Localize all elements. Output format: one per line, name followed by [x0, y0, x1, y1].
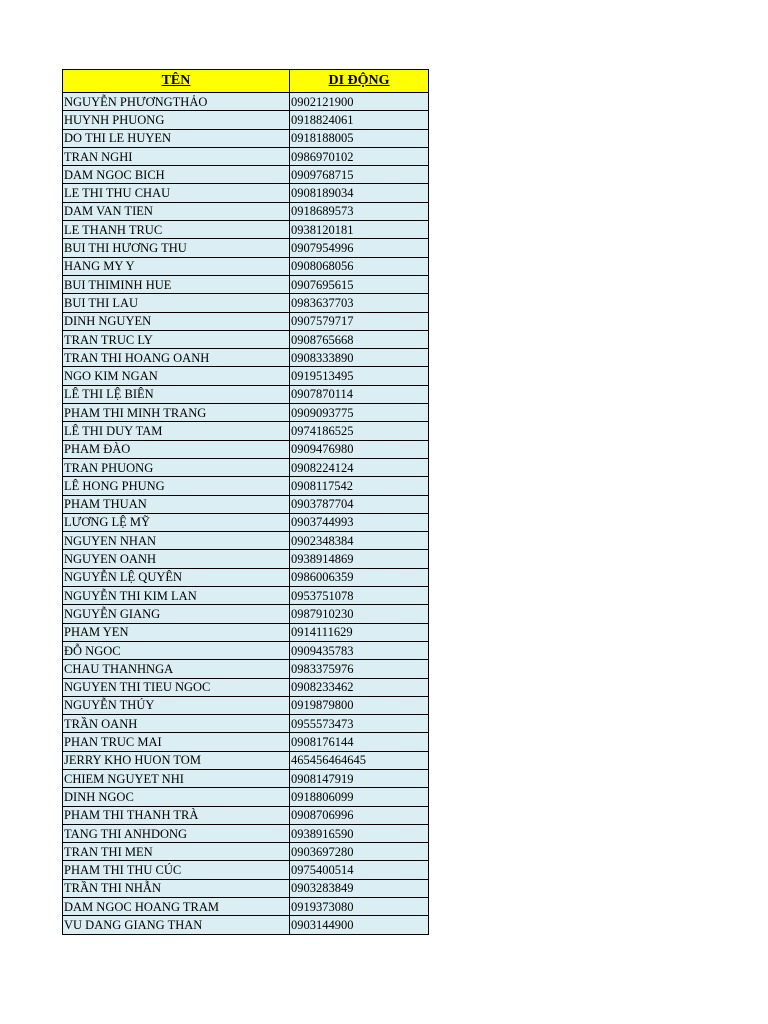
- table-row: [63, 861, 429, 879]
- name-cell[interactable]: NGUYỄN GIANG: [63, 605, 290, 623]
- phone-cell[interactable]: 0918824061: [290, 111, 429, 129]
- name-cell[interactable]: LÊ THI LỆ BIÊN: [63, 385, 290, 403]
- name-cell[interactable]: PHAN TRUC MAI: [63, 733, 290, 751]
- table-row: [63, 385, 429, 403]
- name-cell[interactable]: NGUYỄN THÚY: [63, 696, 290, 714]
- table-row: [63, 294, 429, 312]
- contacts-table: [62, 69, 429, 935]
- phone-cell[interactable]: 0908233462: [290, 678, 429, 696]
- name-cell[interactable]: TRẦN THI NHẪN: [63, 879, 290, 897]
- name-cell[interactable]: LÊ THI DUY TAM: [63, 422, 290, 440]
- name-cell[interactable]: VU DANG GIANG THAN: [63, 916, 290, 934]
- name-cell[interactable]: JERRY KHO HUON TOM: [63, 751, 290, 769]
- table-row: [63, 587, 429, 605]
- table-row: [63, 404, 429, 422]
- phone-cell[interactable]: 0908176144: [290, 733, 429, 751]
- name-cell[interactable]: NGUYEN NHAN: [63, 532, 290, 550]
- name-cell[interactable]: TANG THI ANHDONG: [63, 824, 290, 842]
- table-row: [63, 184, 429, 202]
- name-cell[interactable]: DAM VAN TIEN: [63, 202, 290, 220]
- phone-cell[interactable]: 0983375976: [290, 660, 429, 678]
- name-cell[interactable]: PHAM THI THANH TRÀ: [63, 806, 290, 824]
- table-row: [63, 806, 429, 824]
- name-cell[interactable]: DINH NGOC: [63, 788, 290, 806]
- name-cell[interactable]: DO THI LE HUYEN: [63, 129, 290, 147]
- table-row: [63, 129, 429, 147]
- phone-cell[interactable]: 0903744993: [290, 513, 429, 531]
- table-row: [63, 349, 429, 367]
- name-cell[interactable]: NGUYEN THI TIEU NGOC: [63, 678, 290, 696]
- table-row: [63, 221, 429, 239]
- phone-cell[interactable]: 0938914869: [290, 550, 429, 568]
- phone-cell[interactable]: 0919879800: [290, 696, 429, 714]
- phone-cell[interactable]: 0986970102: [290, 147, 429, 165]
- table-row: [63, 623, 429, 641]
- phone-cell[interactable]: 0908224124: [290, 458, 429, 476]
- table-row: [63, 166, 429, 184]
- phone-cell[interactable]: 0909435783: [290, 641, 429, 659]
- table-row: [63, 495, 429, 513]
- phone-cell[interactable]: 0908068056: [290, 257, 429, 275]
- name-cell[interactable]: NGUYEN OANH: [63, 550, 290, 568]
- phone-cell[interactable]: 0902121900: [290, 93, 429, 111]
- phone-cell[interactable]: 0938120181: [290, 221, 429, 239]
- name-cell[interactable]: BUI THI HƯƠNG THU: [63, 239, 290, 257]
- name-cell[interactable]: NGUYỄN THI KIM LAN: [63, 587, 290, 605]
- table-row: [63, 568, 429, 586]
- phone-cell[interactable]: 0919373080: [290, 898, 429, 916]
- table-row: [63, 513, 429, 531]
- phone-cell[interactable]: 0983637703: [290, 294, 429, 312]
- phone-cell[interactable]: 0909476980: [290, 440, 429, 458]
- name-cell[interactable]: LÊ HONG PHUNG: [63, 477, 290, 495]
- table-row: [63, 879, 429, 897]
- phone-cell[interactable]: 0955573473: [290, 715, 429, 733]
- table-row: [63, 550, 429, 568]
- phone-cell[interactable]: 0908189034: [290, 184, 429, 202]
- table-row: [63, 769, 429, 787]
- name-cell[interactable]: PHAM THUAN: [63, 495, 290, 513]
- name-cell[interactable]: LE THANH TRUC: [63, 221, 290, 239]
- name-cell[interactable]: LƯƠNG LỆ MỸ: [63, 513, 290, 531]
- table-row: [63, 660, 429, 678]
- name-cell[interactable]: HANG MY Y: [63, 257, 290, 275]
- phone-cell[interactable]: 0903283849: [290, 879, 429, 897]
- name-cell[interactable]: CHAU THANHNGA: [63, 660, 290, 678]
- phone-cell[interactable]: 0975400514: [290, 861, 429, 879]
- name-cell[interactable]: ĐỖ NGOC: [63, 641, 290, 659]
- table-row: [63, 532, 429, 550]
- name-cell[interactable]: DAM NGOC BICH: [63, 166, 290, 184]
- table-row: [63, 788, 429, 806]
- name-cell[interactable]: DAM NGOC HOANG TRAM: [63, 898, 290, 916]
- phone-cell[interactable]: 0938916590: [290, 824, 429, 842]
- phone-cell[interactable]: 0908117542: [290, 477, 429, 495]
- table-row: [63, 111, 429, 129]
- name-cell[interactable]: TRAN NGHI: [63, 147, 290, 165]
- phone-cell[interactable]: 0974186525: [290, 422, 429, 440]
- table-row: [63, 422, 429, 440]
- table-row: [63, 440, 429, 458]
- table-row: [63, 477, 429, 495]
- phone-cell[interactable]: 465456464645: [290, 751, 429, 769]
- phone-cell[interactable]: 0907579717: [290, 312, 429, 330]
- table-row: [63, 824, 429, 842]
- table-row: [63, 257, 429, 275]
- table-row: [63, 678, 429, 696]
- name-cell[interactable]: PHAM YEN: [63, 623, 290, 641]
- table-row: [63, 843, 429, 861]
- name-cell[interactable]: TRAN THI MEN: [63, 843, 290, 861]
- name-cell[interactable]: NGUYỄN PHƯƠNGTHẢO: [63, 93, 290, 111]
- phone-cell[interactable]: 0909093775: [290, 404, 429, 422]
- table-row: [63, 330, 429, 348]
- name-cell[interactable]: TRẦN OANH: [63, 715, 290, 733]
- name-cell[interactable]: PHAM THI MINH TRANG: [63, 404, 290, 422]
- phone-cell[interactable]: 0903144900: [290, 916, 429, 934]
- name-cell[interactable]: NGUYỄN LỆ QUYÊN: [63, 568, 290, 586]
- phone-cell[interactable]: 0907954996: [290, 239, 429, 257]
- phone-cell[interactable]: 0914111629: [290, 623, 429, 641]
- phone-cell[interactable]: 0986006359: [290, 568, 429, 586]
- phone-cell[interactable]: 0908147919: [290, 769, 429, 787]
- table-row: [63, 916, 429, 934]
- phone-cell[interactable]: 0987910230: [290, 605, 429, 623]
- name-cell[interactable]: TRAN THI HOANG OANH: [63, 349, 290, 367]
- phone-cell[interactable]: 0903697280: [290, 843, 429, 861]
- name-cell[interactable]: TRAN TRUC LY: [63, 330, 290, 348]
- table-row: [63, 898, 429, 916]
- table-row: [63, 93, 429, 111]
- name-cell[interactable]: TRAN PHUONG: [63, 458, 290, 476]
- name-cell[interactable]: DINH NGUYEN: [63, 312, 290, 330]
- phone-cell[interactable]: 0919513495: [290, 367, 429, 385]
- table-row: [63, 367, 429, 385]
- phone-cell[interactable]: 0953751078: [290, 587, 429, 605]
- table-row: [63, 715, 429, 733]
- table-row: [63, 605, 429, 623]
- name-cell[interactable]: LE THI THU CHAU: [63, 184, 290, 202]
- phone-cell[interactable]: 0918806099: [290, 788, 429, 806]
- table-row: [63, 147, 429, 165]
- table-row: [63, 733, 429, 751]
- phone-cell[interactable]: 0908706996: [290, 806, 429, 824]
- table-body: [63, 93, 429, 935]
- header-cell-phone[interactable]: DI ĐỘNG: [290, 70, 429, 93]
- table-header: [63, 70, 429, 93]
- table-row: [63, 751, 429, 769]
- name-cell[interactable]: BUI THI LAU: [63, 294, 290, 312]
- table-row: [63, 312, 429, 330]
- phone-cell[interactable]: 0902348384: [290, 532, 429, 550]
- table-row: [63, 458, 429, 476]
- name-cell[interactable]: HUYNH PHUONG: [63, 111, 290, 129]
- header-row: [63, 70, 429, 93]
- header-cell-name[interactable]: TÊN: [63, 70, 290, 93]
- phone-cell[interactable]: 0908765668: [290, 330, 429, 348]
- table-row: [63, 696, 429, 714]
- phone-cell[interactable]: 0907695615: [290, 275, 429, 293]
- table-row: [63, 641, 429, 659]
- phone-cell[interactable]: 0903787704: [290, 495, 429, 513]
- name-cell[interactable]: CHIEM NGUYET NHI: [63, 769, 290, 787]
- table-row: [63, 275, 429, 293]
- phone-cell[interactable]: 0918188005: [290, 129, 429, 147]
- phone-cell[interactable]: 0909768715: [290, 166, 429, 184]
- name-cell[interactable]: NGO KIM NGAN: [63, 367, 290, 385]
- phone-cell[interactable]: 0918689573: [290, 202, 429, 220]
- phone-cell[interactable]: 0907870114: [290, 385, 429, 403]
- phone-cell[interactable]: 0908333890: [290, 349, 429, 367]
- name-cell[interactable]: BUI THIMINH HUE: [63, 275, 290, 293]
- name-cell[interactable]: PHAM THI THU CÚC: [63, 861, 290, 879]
- table-row: [63, 202, 429, 220]
- name-cell[interactable]: PHAM ĐÀO: [63, 440, 290, 458]
- table-row: [63, 239, 429, 257]
